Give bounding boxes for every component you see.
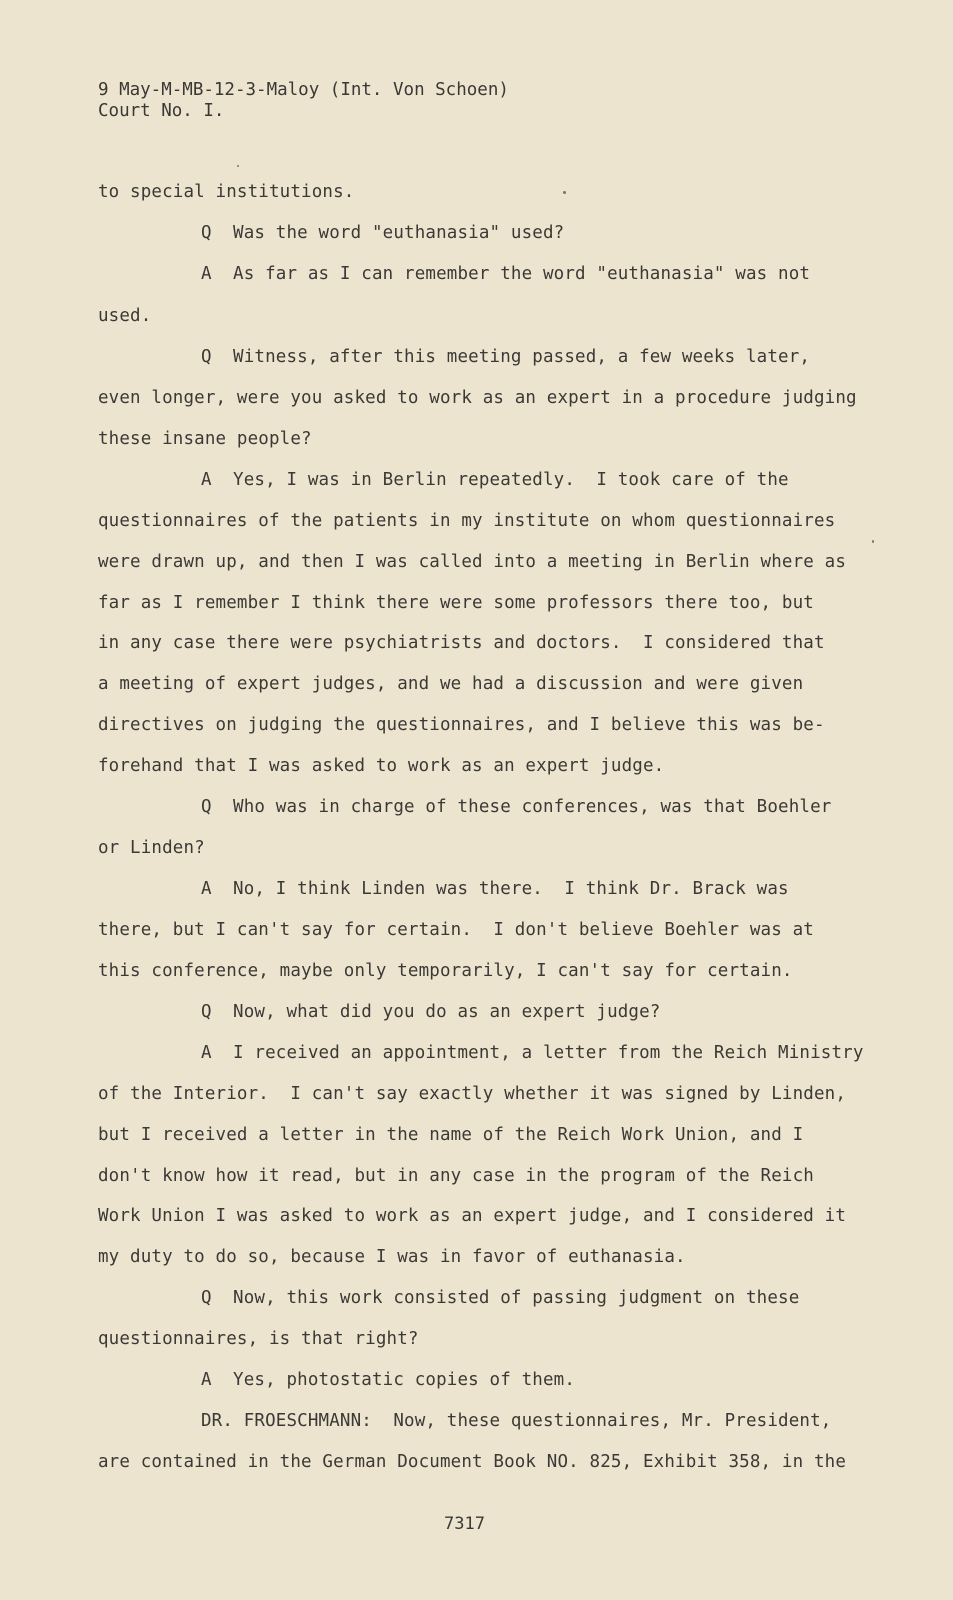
transcript-line: there, but I can't say for certain. I don't believe Boehler was at — [98, 920, 814, 940]
transcript-line: these insane people? — [98, 429, 312, 449]
transcript-line: questionnaires, is that right? — [98, 1329, 419, 1349]
transcript-line: but I received a letter in the name of the Reich Work Union, and I — [98, 1125, 804, 1145]
transcript-line: were drawn up, and then I was called into a meeting in Berlin where as — [98, 552, 847, 572]
transcript-line: A Yes, photostatic copies of them. — [201, 1370, 576, 1390]
paper-speck — [563, 191, 566, 194]
paper-speck — [872, 540, 874, 543]
transcript-line: far as I remember I think there were some professors there too, but — [98, 593, 814, 613]
paper-speck — [237, 165, 239, 167]
transcript-line: Q Was the word "euthanasia" used? — [201, 223, 565, 243]
transcript-line: my duty to do so, because I was in favor of euthanasia. — [98, 1247, 686, 1267]
transcript-line: A No, I think Linden was there. I think Dr. Brack was — [201, 879, 789, 899]
transcript-line: to special institutions. — [98, 182, 355, 202]
transcript-line: a meeting of expert judges, and we had a discussion and were given — [98, 674, 804, 694]
page-number: 7317 — [444, 1514, 485, 1534]
transcript-line: Q Who was in charge of these conferences, was that Boehler — [201, 797, 832, 817]
transcript-line: forehand that I was asked to work as an expert judge. — [98, 756, 665, 776]
transcript-line: Q Witness, after this meeting passed, a few weeks later, — [201, 347, 811, 367]
header-court-line: Court No. I. — [98, 101, 225, 121]
transcript-line: Q Now, this work consisted of passing judgment on these — [201, 1288, 800, 1308]
transcript-line: A As far as I can remember the word "euthanasia" was not — [201, 264, 811, 284]
transcript-line: don't know how it read, but in any case in the program of the Reich — [98, 1166, 814, 1186]
transcript-line: this conference, maybe only temporarily, I can't say for certain. — [98, 961, 793, 981]
transcript-line: used. — [98, 306, 152, 326]
transcript-line: even longer, were you asked to work as an expert in a procedure judging — [98, 388, 857, 408]
transcript-line: are contained in the German Document Book NO. 825, Exhibit 358, in the — [98, 1452, 847, 1472]
transcript-line: of the Interior. I can't say exactly whether it was signed by Linden, — [98, 1084, 847, 1104]
transcript-line: directives on judging the questionnaires, and I believe this was be- — [98, 715, 825, 735]
transcript-line: A Yes, I was in Berlin repeatedly. I took care of the — [201, 470, 789, 490]
transcript-line: A I received an appointment, a letter from the Reich Ministry — [201, 1043, 864, 1063]
transcript-line: in any case there were psychiatrists and doctors. I considered that — [98, 633, 825, 653]
transcript-line: or Linden? — [98, 838, 205, 858]
transcript-line: questionnaires of the patients in my institute on whom questionnaires — [98, 511, 836, 531]
transcript-line: DR. FROESCHMANN: Now, these questionnaires, Mr. President, — [201, 1411, 832, 1431]
transcript-line: Work Union I was asked to work as an expert judge, and I considered it — [98, 1206, 847, 1226]
transcript-line: Q Now, what did you do as an expert judge? — [201, 1002, 661, 1022]
document-header — [98, 80, 509, 122]
header-session-line: 9 May-M-MB-12-3-Maloy (Int. Von Schoen) — [98, 80, 509, 100]
